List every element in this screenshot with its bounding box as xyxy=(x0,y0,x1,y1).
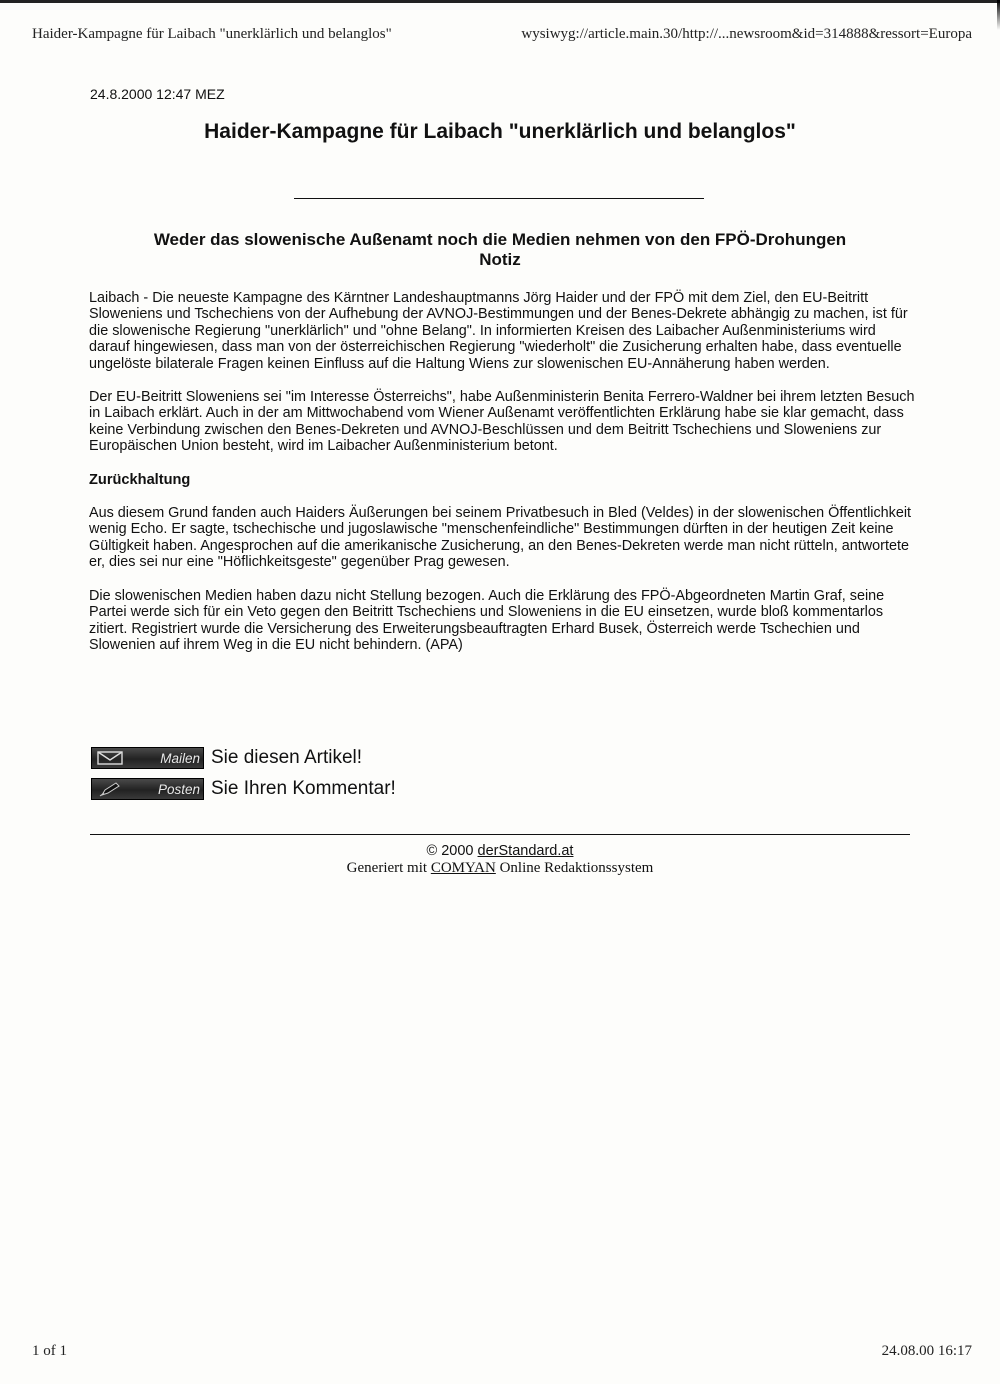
derstandard-link[interactable]: derStandard.at xyxy=(477,843,574,859)
post-comment-text: Sie Ihren Kommentar! xyxy=(211,778,396,799)
article-body xyxy=(89,290,915,670)
article-paragraph: Die slowenischen Medien haben dazu nicht Stellung bezogen. Auch die Erklärung des FPÖ-Abgeordneten Martin Graf, seine Partei werde sich für ein Veto gegen den Beitritt Tschechiens und Sloweniens in die EU einsetzen, wurde bloß kommentarlos zitiert. Registriert wurde die Versicherung des Erweiterungsbeauftragten Erhard Busek, Österreich werde Tschechien und Slowenien auf ihrem Weg in die EU nicht behindern. (APA) xyxy=(89,587,885,653)
title-divider xyxy=(294,198,704,199)
mail-article-row xyxy=(91,746,362,770)
copyright xyxy=(90,843,910,860)
post-button-label: Posten xyxy=(157,781,200,797)
mail-button[interactable] xyxy=(91,747,204,769)
page-count: 1 of 1 xyxy=(32,1343,67,1359)
article-paragraph: Der EU-Beitritt Sloweniens sei "im Interesse Österreichs", habe Außenministerin Benita Ferrero-Waldner bei ihrem letzten Besuch in Laibach erklärt. Auch in der am Mittwochabend vom Wiener Außenamt veröffentlichten Erklärung habe sie klar gemacht, dass keine Verbindung zwischen den Benes-Dekreten und AVNOJ-Beschlüssen und dem Beitritt Tschechiens und Sloweniens zur Europäischen Union besteht, wird im Laibacher Außenministerium betont. xyxy=(89,389,915,455)
print-header-title: Haider-Kampagne für Laibach "unerklärlich und belanglos" xyxy=(32,26,392,42)
scan-edge-top xyxy=(0,0,1000,3)
print-header xyxy=(32,26,972,43)
footer-divider xyxy=(90,834,910,835)
copyright-prefix: © 2000 xyxy=(426,843,474,859)
print-footer xyxy=(32,1343,972,1360)
envelope-icon xyxy=(96,750,126,766)
article-paragraph: Aus diesem Grund fanden auch Haiders Äußerungen bei seinem Privatbesuch in Bled (Veldes) in der slowenischen Öffentlichkeit wenig Echo. Er sagte, tschechische und jugoslawische "menschenfeindliche" Bestimmungen dürften in der heutigen Zeit keine Gültigkeit haben. Angesprochen auf die amerikanische Zusicherung, an den Benes-Dekreten werde man nicht rütteln, antwortete er, dies sei nur eine "Höflichkeitsgeste" gegenüber Prag gewesen. xyxy=(89,505,912,571)
article-headline: Haider-Kampagne für Laibach "unerklärlich und belanglos" xyxy=(204,120,796,143)
comyan-link[interactable]: COMYAN xyxy=(430,860,496,876)
generator-suffix: Online Redaktionssystem xyxy=(499,860,654,876)
article-dateline: 24.8.2000 12:47 MEZ xyxy=(90,86,225,102)
print-timestamp: 24.08.00 16:17 xyxy=(881,1343,972,1359)
pen-icon xyxy=(96,781,126,797)
post-button[interactable] xyxy=(91,778,204,800)
mail-article-text: Sie diesen Artikel! xyxy=(211,747,363,768)
article-subhead: Weder das slowenische Außenamt noch die Medien nehmen von den FPÖ-Drohungen Notiz xyxy=(153,230,847,269)
section-heading: Zurückhaltung xyxy=(89,471,191,488)
article-paragraph: Laibach - Die neueste Kampagne des Kärntner Landeshauptmanns Jörg Haider und der FPÖ mit dem Ziel, den EU-Beitritt Sloweniens und Tschechiens von der Aufhebung der AVNOJ-Bestimmungen und der Benes-Dekrete abhängig zu machen, ist für die slowenische Regierung "unerklärlich" und "ohne Belang". In informierten Kreisen des Laibacher Außenministeriums wird darauf hingewiesen, dass man von der österreichischen Regierung "wiederholt" die Zusicherung erhalten habe, dass eventuelle ungelöste bilaterale Fragen keinen Einfluss auf die Haltung Wiens zur slowenischen EU-Annäherung haben werden. xyxy=(89,290,908,372)
mail-button-label: Mailen xyxy=(160,750,200,766)
generator-prefix: Generiert mit xyxy=(346,860,428,876)
print-header-url: wysiwyg://article.main.30/http://...newsroom&id=314888&ressort=Europa xyxy=(521,26,972,42)
post-comment-row xyxy=(91,777,396,801)
generator-credit xyxy=(90,860,910,877)
